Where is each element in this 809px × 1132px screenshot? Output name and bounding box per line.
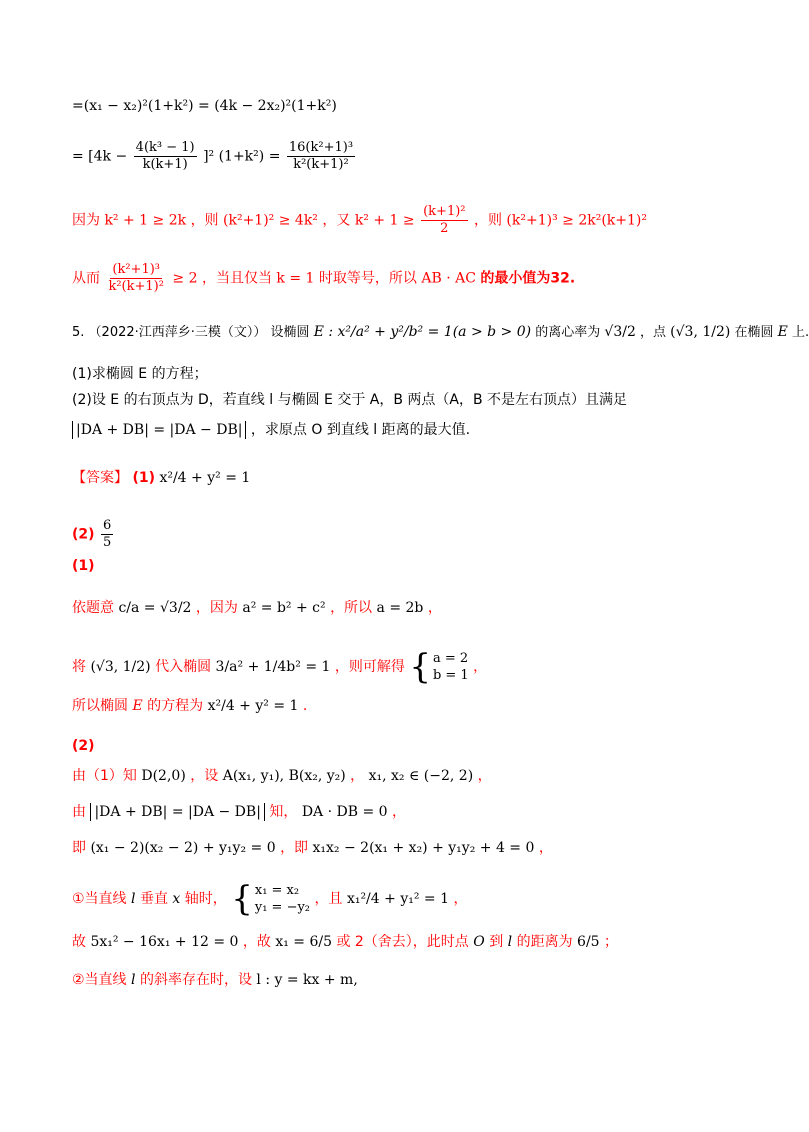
math-expression: (x₁ − 2)(x₂ − 2) + y₁y₂ = 0 xyxy=(90,840,276,856)
math-expression: a = 2b xyxy=(376,600,424,616)
solution-2-line-3 xyxy=(72,838,553,858)
fraction-numerator: 6 xyxy=(103,518,112,533)
text: 所以椭圆 xyxy=(72,698,128,714)
text: 故 xyxy=(72,934,86,950)
equation-system xyxy=(409,647,469,687)
solution-2-line-4 xyxy=(72,879,468,919)
equation: a = 2 xyxy=(432,651,469,666)
text: ，当且仅当 xyxy=(201,270,272,287)
text: ，所以 xyxy=(330,600,373,616)
math-expression: x xyxy=(172,891,181,907)
math-expression: l xyxy=(507,934,513,950)
text: 上. xyxy=(792,325,809,340)
equation: y₁ = −y₂ xyxy=(254,900,311,915)
fraction-denominator: 2 xyxy=(440,221,449,236)
text: ，设 xyxy=(190,768,219,784)
fraction-numerator: 4(k³ − 1) xyxy=(135,140,195,155)
text: 到 xyxy=(489,934,504,950)
solution-part-1-label xyxy=(72,556,95,576)
solution-2-line-2 xyxy=(72,802,406,822)
question-1 xyxy=(72,364,208,384)
fraction-numerator: 16(k²+1)³ xyxy=(288,140,354,155)
fraction xyxy=(106,262,166,295)
text: ， xyxy=(427,600,442,616)
solution-2-line-5 xyxy=(72,932,618,952)
solution-2-line-1 xyxy=(72,766,492,786)
text: (1)求椭圆 E 的方程； xyxy=(72,366,208,382)
problem-source: （2022·江西萍乡·三模（文）） xyxy=(88,325,267,340)
text: ， xyxy=(453,891,468,907)
text: ，故 xyxy=(242,934,271,950)
equation: b = 1 xyxy=(432,668,469,683)
fraction-numerator: (k+1)² xyxy=(423,204,466,219)
math-expression: ]² (1+k²) = xyxy=(203,148,285,165)
fraction-denominator: k(k+1) xyxy=(142,157,188,172)
text: ①当直线 xyxy=(72,891,127,907)
math-expression: |DA + DB| = |DA − DB| xyxy=(72,421,246,439)
math-expression: (√3, 1/2) xyxy=(670,324,731,340)
text: 将 xyxy=(72,659,86,675)
fraction-denominator: 5 xyxy=(103,535,112,550)
text: . xyxy=(302,698,308,714)
math-expression: √3/2 xyxy=(604,324,636,340)
text: ，则 xyxy=(473,212,502,229)
math-expression: E : x²/a² + y²/b² = 1(a > b > 0) xyxy=(313,324,532,340)
text: ， xyxy=(473,659,488,675)
text: (2)设 E 的右顶点为 D，若直线 l 与椭圆 E 交于 A，B 两点（A，B 不是左右顶点）且满足 xyxy=(72,392,628,408)
math-expression: =(x₁ − x₂)²(1+k²) = (4k − 2x₂)²(1+k²) xyxy=(72,98,337,114)
math-expression: x₁, x₂ ∈ (−2, 2) xyxy=(368,768,474,784)
answer-line-2 xyxy=(72,518,115,551)
solution-1-line-2 xyxy=(72,647,488,687)
text: ，且 xyxy=(314,891,343,907)
brace-icon: { xyxy=(231,879,253,919)
question-2-condition xyxy=(72,420,470,440)
derivation-line-2 xyxy=(72,140,357,173)
text: 的方程为 xyxy=(147,698,204,714)
text: (2) xyxy=(72,738,95,754)
math-expression: E xyxy=(132,698,143,714)
brace-icon: { xyxy=(409,647,431,687)
solution-1-line-3 xyxy=(72,696,307,716)
text: 知， xyxy=(269,804,298,820)
answer-part-label: (1) xyxy=(132,470,155,486)
text: 即 xyxy=(72,840,86,856)
text: 从而 xyxy=(72,270,100,287)
text: ，求原点 O 到直线 l 距离的最大值. xyxy=(250,422,471,438)
problem-number: 5. xyxy=(72,325,85,340)
text: 轴时， xyxy=(184,891,227,907)
math-expression: (k²+1)² ≥ 4k² xyxy=(223,212,318,229)
answer-line-1 xyxy=(72,468,250,488)
math-expression: 6/5 xyxy=(577,934,600,950)
fraction-denominator: k²(k+1)² xyxy=(108,279,164,294)
math-expression: |DA + DB| = |DA − DB| xyxy=(90,803,264,821)
text: ； xyxy=(604,934,619,950)
math-expression: (k²+1)³ ≥ 2k²(k+1)² xyxy=(506,212,647,229)
answer-label: 【答案】 xyxy=(72,470,128,486)
math-expression: x²/4 + y² = 1 xyxy=(159,470,251,486)
derivation-line-3 xyxy=(72,204,647,237)
text: 由 xyxy=(72,804,86,820)
fraction-numerator: (k²+1)³ xyxy=(112,262,160,277)
text: ， xyxy=(477,768,492,784)
text: 依题意 xyxy=(72,600,114,616)
math-expression: 3/a² + 1/4b² = 1 xyxy=(215,659,331,675)
math-expression: x²/4 + y² = 1 xyxy=(207,698,299,714)
text: ，则可解得 xyxy=(334,659,405,675)
text: 时取等号，所以 xyxy=(318,270,417,287)
fraction xyxy=(134,140,197,173)
math-expression: k² + 1 ≥ 2k xyxy=(104,212,187,229)
math-expression: x₁ = 6/5 xyxy=(275,934,332,950)
math-expression: c/a = √3/2 xyxy=(118,600,192,616)
math-expression: l xyxy=(131,972,136,988)
solution-part-2-label xyxy=(72,736,95,756)
math-expression: D(2,0) xyxy=(141,768,186,784)
math-expression: O xyxy=(473,934,485,950)
text: (1) xyxy=(72,558,95,574)
fraction xyxy=(101,518,113,551)
text: ，因为 xyxy=(195,600,238,616)
text: 的最小值为32. xyxy=(480,270,576,287)
text: ，则 xyxy=(190,212,219,229)
solution-1-line-1 xyxy=(72,598,442,618)
fraction xyxy=(287,140,355,173)
text: 设椭圆 xyxy=(270,325,310,340)
math-expression: l : y = kx + m, xyxy=(256,972,358,988)
text: ， xyxy=(350,768,365,784)
equation-rows xyxy=(433,650,469,684)
problem-5-stem xyxy=(72,322,809,343)
text: 代入椭圆 xyxy=(155,659,212,675)
answer-part-label: (2) xyxy=(72,526,95,543)
text: ，即 xyxy=(280,840,309,856)
text: 的斜率存在时，设 xyxy=(139,972,252,988)
text: 垂直 xyxy=(139,891,168,907)
text: ， xyxy=(392,804,407,820)
text: 由（1）知 xyxy=(72,768,137,784)
math-expression: E xyxy=(777,324,788,340)
math-expression: DA · DB = 0 xyxy=(301,804,388,820)
math-expression: a² = b² + c² xyxy=(242,600,326,616)
text: 的距离为 xyxy=(516,934,573,950)
math-expression: x₁²/4 + y₁² = 1 xyxy=(346,891,449,907)
math-expression: k² + 1 ≥ xyxy=(354,212,415,229)
math-expression: A(x₁, y₁), B(x₂, y₂) xyxy=(222,768,346,784)
equation-rows xyxy=(255,882,310,916)
solution-2-line-6 xyxy=(72,970,358,990)
math-expression: 5x₁² − 16x₁ + 12 = 0 xyxy=(90,934,239,950)
text: ②当直线 xyxy=(72,972,127,988)
math-expression: = [4k − xyxy=(72,148,132,165)
text: 的离心率为 xyxy=(535,325,601,340)
text: ，点 xyxy=(640,325,667,340)
text: ，又 xyxy=(322,212,351,229)
equation: x₁ = x₂ xyxy=(254,883,300,898)
text: 因为 xyxy=(72,212,100,229)
text: ， xyxy=(538,840,553,856)
equation-system xyxy=(231,879,311,919)
vector-dot-product: AB · AC xyxy=(421,270,476,287)
fraction-denominator: k²(k+1)² xyxy=(293,157,349,172)
text: 或 2（舍去），此时点 xyxy=(336,934,469,950)
math-expression: x₁x₂ − 2(x₁ + x₂) + y₁y₂ + 4 = 0 xyxy=(312,840,535,856)
math-expression: (√3, 1/2) xyxy=(90,659,151,675)
math-expression: ≥ 2 xyxy=(172,270,198,287)
math-expression: l xyxy=(131,891,136,907)
derivation-line-1 xyxy=(72,96,337,116)
math-expression: k = 1 xyxy=(276,270,315,287)
question-2 xyxy=(72,390,627,410)
derivation-line-4 xyxy=(72,262,575,295)
text: 在椭圆 xyxy=(734,325,774,340)
fraction xyxy=(421,204,467,237)
